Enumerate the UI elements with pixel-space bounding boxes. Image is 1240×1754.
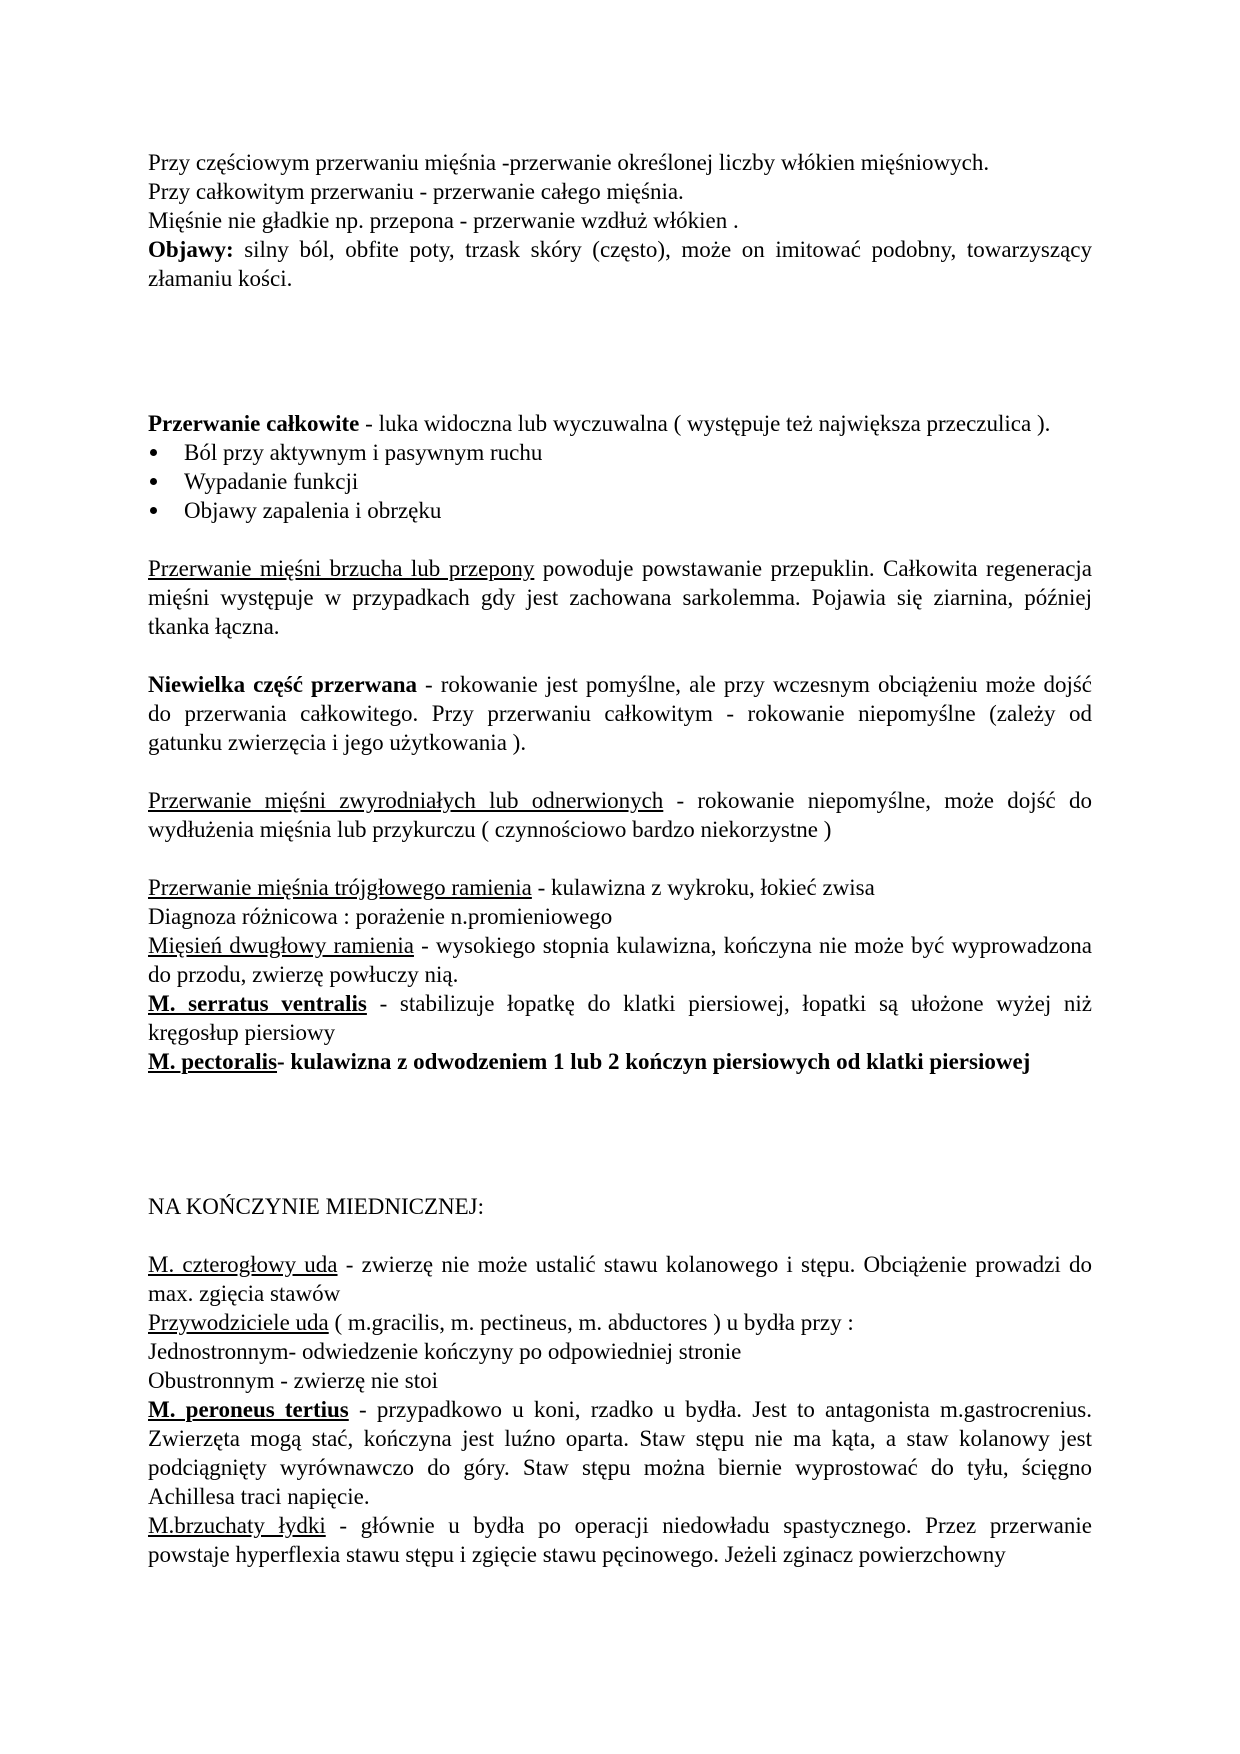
biceps-paragraph bbox=[148, 931, 1092, 989]
abdominal-text: powoduje powstawanie przepuklin. Całkowita regeneracja mięśni występuje w przypadkach gdy jest zachowana sarkolemma. Pojawia się ziarnina, później tkanka łączna. bbox=[148, 556, 1092, 639]
spacer bbox=[148, 844, 1092, 873]
spacer bbox=[148, 1076, 1092, 1192]
peroneus-label: M. peroneus tertius bbox=[148, 1397, 349, 1422]
triceps-paragraph bbox=[148, 873, 1092, 902]
degenerated-text: - rokowanie niepomyślne, może dojść do wydłużenia mięśnia lub przykurczu ( czynnościowo bardzo niekorzystne ) bbox=[148, 788, 1092, 842]
serratus-paragraph bbox=[148, 989, 1092, 1047]
symptoms-paragraph bbox=[148, 235, 1092, 293]
list-item: Objawy zapalenia i obrzęku bbox=[148, 496, 1092, 525]
symptoms-label: Objawy: bbox=[148, 237, 234, 262]
triceps-label: Przerwanie mięśnia trójgłowego ramienia bbox=[148, 875, 532, 900]
intro-line-2: Przy całkowitym przerwaniu - przerwanie całego mięśnia. bbox=[148, 179, 684, 204]
adductors-paragraph bbox=[148, 1308, 1092, 1337]
spacer bbox=[148, 1221, 1092, 1250]
adductors-label: Przywodziciele uda bbox=[148, 1310, 329, 1335]
symptoms-text: silny ból, obfite poty, trzask skóry (często), może on imitować podobny, towarzyszący złamaniu kości. bbox=[148, 237, 1092, 291]
abdominal-paragraph bbox=[148, 554, 1092, 641]
peroneus-text: - przypadkowo u koni, rzadko u bydła. Jest to antagonista m.gastrocrenius. Zwierzęta mogą stać, kończyna jest luźno oparta. Staw stępu nie ma kąta, a staw kolanowy jest podciągnięty wyrównawczo do góry. Staw stępu można biernie wyprostować do tyłu, ścięgno Achillesa traci napięcie. bbox=[148, 1397, 1092, 1509]
triceps-text: - kulawizna z wykroku, łokieć zwisa bbox=[531, 875, 875, 900]
quadriceps-text: - zwierzę nie może ustalić stawu kolanowego i stępu. Obciążenie prowadzi do max. zgięcia stawów bbox=[148, 1252, 1093, 1306]
unilateral-line: Jednostronnym- odwiedzenie kończyny po odpowiedniej stronie bbox=[148, 1339, 742, 1364]
complete-rupture-text: - luka widoczna lub wyczuwalna ( występuje też największa przeczulica ). bbox=[359, 411, 1051, 436]
abdominal-label: Przerwanie mięśni brzucha lub przepony bbox=[148, 556, 535, 581]
symptom-list bbox=[148, 438, 1092, 525]
serratus-text: - stabilizuje łopatkę do klatki piersiowej, łopatki są ułożone wyżej niż kręgosłup piersiowy bbox=[148, 991, 1092, 1045]
list-item: Ból przy aktywnym i pasywnym ruchu bbox=[148, 438, 1092, 467]
complete-rupture-label: Przerwanie całkowite bbox=[148, 411, 360, 436]
quadriceps-label: M. czterogłowy uda bbox=[148, 1252, 338, 1277]
degenerated-label: Przerwanie mięśni zwyrodniałych lub odnerwionych bbox=[148, 788, 664, 813]
spacer bbox=[148, 757, 1092, 786]
pectoralis-label: M. pectoralis bbox=[148, 1049, 278, 1074]
gastrocnemius-label: M.brzuchaty łydki bbox=[148, 1513, 326, 1538]
document-page bbox=[148, 148, 1092, 1569]
section-heading: NA KOŃCZYNIE MIEDNICZNEJ: bbox=[148, 1194, 485, 1219]
bilateral-line: Obustronnym - zwierzę nie stoi bbox=[148, 1368, 438, 1393]
spacer bbox=[148, 525, 1092, 554]
complete-rupture-paragraph bbox=[148, 409, 1092, 438]
intro-line-3: Mięśnie nie gładkie np. przepona - przerwanie wzdłuż włókien . bbox=[148, 208, 739, 233]
small-part-text: - rokowanie jest pomyślne, ale przy wczesnym obciążeniu może dojść do przerwania całkowitego. Przy przerwaniu całkowitym - rokowanie niepomyślne (zależy od gatunku zwierzęcia i jego użytkowania ). bbox=[148, 672, 1092, 755]
gastrocnemius-text: - głównie u bydła po operacji niedowładu spastycznego. Przez przerwanie powstaje hyperflexia stawu stępu i zgięcie stawu pęcinowego. Jeżeli zginacz powierzchowny bbox=[148, 1513, 1092, 1567]
gastrocnemius-paragraph bbox=[148, 1511, 1092, 1569]
spacer bbox=[148, 293, 1092, 409]
small-part-label: Niewielka część przerwana bbox=[148, 672, 417, 697]
biceps-text: - wysokiego stopnia kulawizna, kończyna nie może być wyprowadzona do przodu, zwierzę powłuczy nią. bbox=[148, 933, 1092, 987]
serratus-label: M. serratus ventralis bbox=[148, 991, 367, 1016]
small-part-paragraph bbox=[148, 670, 1092, 757]
degenerated-paragraph bbox=[148, 786, 1092, 844]
adductors-text: ( m.gracilis, m. pectineus, m. abductores ) u bydła przy : bbox=[328, 1310, 854, 1335]
list-item: Wypadanie funkcji bbox=[148, 467, 1092, 496]
pectoralis-paragraph bbox=[148, 1047, 1092, 1076]
quadriceps-paragraph bbox=[148, 1250, 1092, 1308]
intro-line-1: Przy częściowym przerwaniu mięśnia -przerwanie określonej liczby włókien mięśniowych. bbox=[148, 150, 990, 175]
pectoralis-text: - kulawizna z odwodzeniem 1 lub 2 kończyn piersiowych od klatki piersiowej bbox=[277, 1049, 1031, 1074]
diagnosis-line: Diagnoza różnicowa : porażenie n.promieniowego bbox=[148, 904, 613, 929]
spacer bbox=[148, 641, 1092, 670]
peroneus-paragraph bbox=[148, 1395, 1092, 1511]
biceps-label: Mięsień dwugłowy ramienia bbox=[148, 933, 414, 958]
